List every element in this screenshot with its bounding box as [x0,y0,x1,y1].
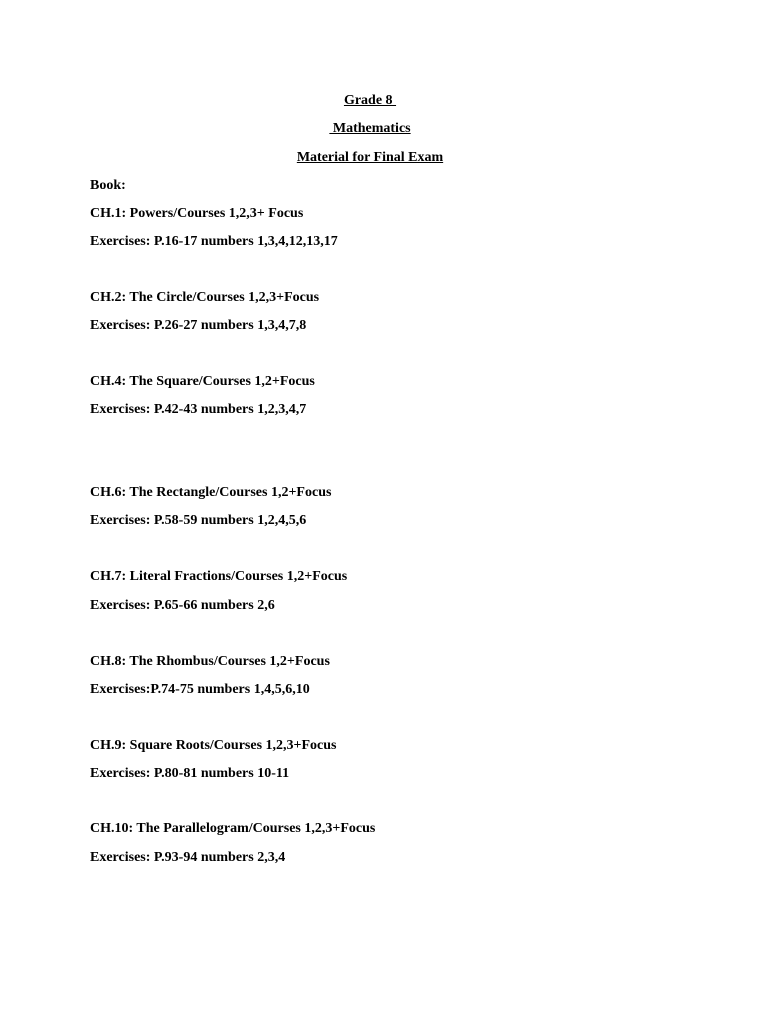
chapter-heading: CH.8: The Rhombus/Courses 1,2+Focus [90,654,330,669]
chapter-exercises: Exercises: P.42-43 numbers 1,2,3,4,7 [90,402,307,417]
chapter-heading: CH.6: The Rectangle/Courses 1,2+Focus [90,485,332,500]
chapter-heading: CH.2: The Circle/Courses 1,2,3+Focus [90,290,320,305]
title-subject: Mathematics [329,121,411,136]
title-material: Material for Final Exam [296,150,444,165]
chapter-heading: CH.9: Square Roots/Courses 1,2,3+Focus [90,738,337,753]
chapter-exercises: Exercises:P.74-75 numbers 1,4,5,6,10 [90,682,310,697]
book-label: Book: [90,178,126,193]
chapter-heading: CH.1: Powers/Courses 1,2,3+ Focus [90,206,304,221]
chapter-exercises: Exercises: P.58-59 numbers 1,2,4,5,6 [90,513,307,528]
title-grade: Grade 8 [343,93,397,108]
chapter-exercises: Exercises: P.80-81 numbers 10-11 [90,766,290,781]
chapter-heading: CH.10: The Parallelogram/Courses 1,2,3+Focus [90,821,376,836]
chapter-exercises: Exercises: P.26-27 numbers 1,3,4,7,8 [90,318,307,333]
chapter-exercises: Exercises: P.93-94 numbers 2,3,4 [90,850,286,865]
chapter-exercises: Exercises: P.65-66 numbers 2,6 [90,598,275,613]
chapter-exercises: Exercises: P.16-17 numbers 1,3,4,12,13,17 [90,234,338,249]
chapter-heading: CH.7: Literal Fractions/Courses 1,2+Focus [90,569,348,584]
chapter-heading: CH.4: The Square/Courses 1,2+Focus [90,374,315,389]
